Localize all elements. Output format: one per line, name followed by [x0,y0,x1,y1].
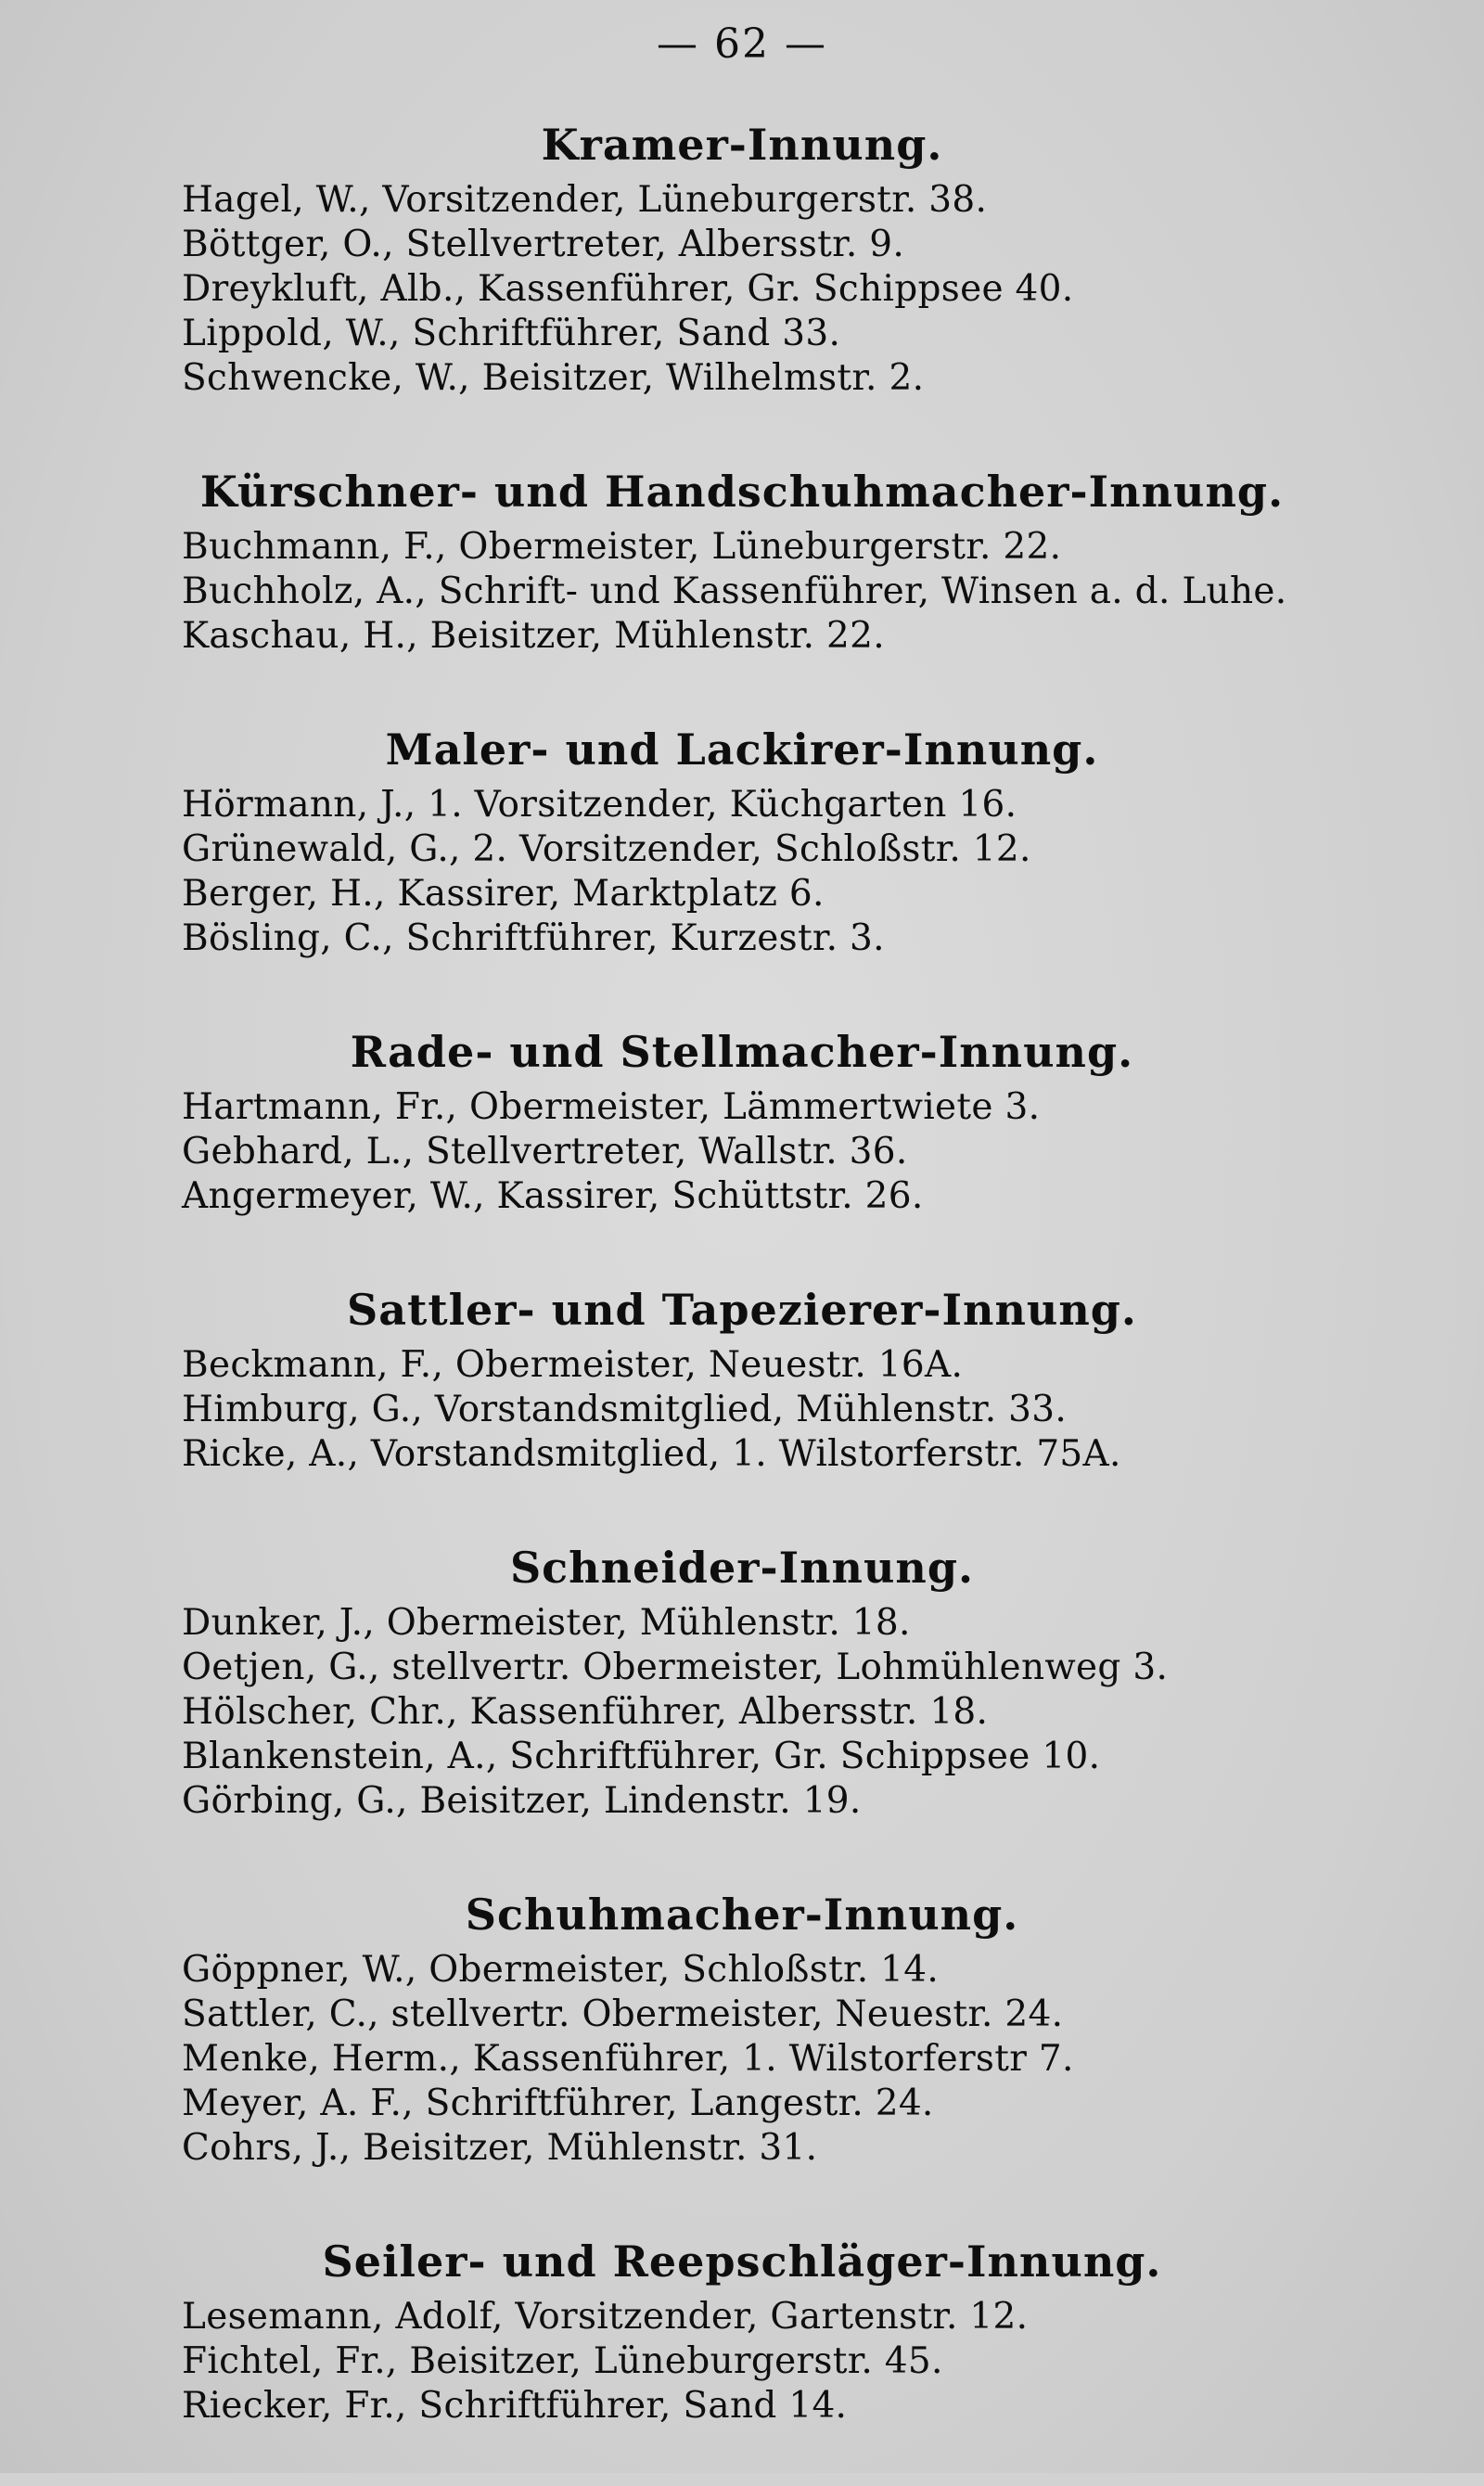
member-entry: Berger, H., Kassirer, Marktplatz 6. [182,873,825,915]
member-entry: Lippold, W., Schriftführer, Sand 33. [182,313,841,354]
member-entry: Hörmann, J., 1. Vorsitzender, Küchgarten 16. [182,784,1017,826]
member-entry: Hölscher, Chr., Kassenführer, Albersstr. 18. [182,1691,989,1733]
member-entry: Dreykluft, Alb., Kassenführer, Gr. Schippsee 40. [182,268,1074,310]
section-heading: Kramer-Innung. [541,120,943,170]
member-entry: Cohrs, J., Beisitzer, Mühlenstr. 31. [182,2127,818,2169]
member-entry: Gebhard, L., Stellvertreter, Wallstr. 36. [182,1131,908,1173]
member-entry: Bösling, C., Schriftführer, Kurzestr. 3. [182,917,885,959]
member-entry: Blankenstein, A., Schriftführer, Gr. Schippsee 10. [182,1736,1101,1777]
section-rade-innung [0,1019,1484,1219]
member-list [0,525,1484,659]
member-entry: Lesemann, Adolf, Vorsitzender, Gartenstr. 12. [182,2296,1029,2338]
member-entry: Böttger, O., Stellvertreter, Albersstr. 9. [182,224,905,265]
member-list [0,1601,1484,1824]
member-entry: Buchholz, A., Schrift- und Kassenführer, Winsen a. d. Luhe. [182,570,1287,612]
member-entry: Ricke, A., Vorstandsmitglied, 1. Wilstorferstr. 75A. [182,1433,1121,1475]
section-heading: Rade- und Stellmacher-Innung. [350,1027,1134,1077]
guild-directory [0,111,1484,2486]
member-entry: Angermeyer, W., Kassirer, Schüttstr. 26. [182,1175,924,1217]
section-heading: Schuhmacher-Innung. [465,1890,1019,1940]
section-schneider-innung [0,1534,1484,1824]
member-entry: Dunker, J., Obermeister, Mühlenstr. 18. [182,1602,911,1644]
member-entry: Hagel, W., Vorsitzender, Lüneburgerstr. 38. [182,179,988,221]
member-entry: Hartmann, Fr., Obermeister, Lämmertwiete 3. [182,1086,1041,1128]
page-number: — 62 — [657,20,827,68]
section-heading: Schneider-Innung. [509,1543,975,1593]
section-heading: Sattler- und Tapezierer-Innung. [347,1285,1137,1335]
member-entry: Menke, Herm., Kassenführer, 1. Wilstorferstr 7. [182,2038,1074,2080]
section-maler-innung [0,716,1484,961]
member-list [0,1948,1484,2171]
member-entry: Riecker, Fr., Schriftführer, Sand 14. [182,2385,848,2427]
member-list [0,178,1484,401]
section-kramer-innung [0,111,1484,401]
member-entry: Himburg, G., Vorstandsmitglied, Mühlenstr. 33. [182,1389,1068,1430]
member-entry: Fichtel, Fr., Beisitzer, Lüneburgerstr. 45. [182,2340,943,2382]
member-entry: Oetjen, G., stellvertr. Obermeister, Lohmühlenweg 3. [182,1647,1169,1688]
section-heading: Kürschner- und Handschuhmacher-Innung. [199,467,1285,517]
member-entry: Kaschau, H., Beisitzer, Mühlenstr. 22. [182,615,885,657]
member-entry: Meyer, A. F., Schriftführer, Langestr. 24. [182,2082,934,2124]
member-entry: Schwencke, W., Beisitzer, Wilhelmstr. 2. [182,357,925,399]
member-entry: Beckmann, F., Obermeister, Neuestr. 16A. [182,1344,964,1386]
section-sattler-innung [0,1276,1484,1477]
member-entry: Grünewald, G., 2. Vorsitzender, Schloßstr. 12. [182,828,1031,870]
section-kuerschner-innung [0,458,1484,659]
member-list [0,783,1484,961]
section-schuhmacher-innung [0,1881,1484,2171]
section-heading: Seiler- und Reepschläger-Innung. [322,2236,1162,2287]
member-entry: Sattler, C., stellvertr. Obermeister, Neuestr. 24. [182,1993,1064,2035]
member-list [0,1085,1484,1219]
section-seiler-innung [0,2228,1484,2428]
section-heading: Maler- und Lackirer-Innung. [385,724,1099,775]
member-entry: Görbing, G., Beisitzer, Lindenstr. 19. [182,1780,862,1822]
member-entry: Buchmann, F., Obermeister, Lüneburgerstr. 22. [182,526,1062,568]
member-list [0,2295,1484,2428]
member-list [0,1343,1484,1477]
member-entry: Göppner, W., Obermeister, Schloßstr. 14. [182,1949,940,1991]
